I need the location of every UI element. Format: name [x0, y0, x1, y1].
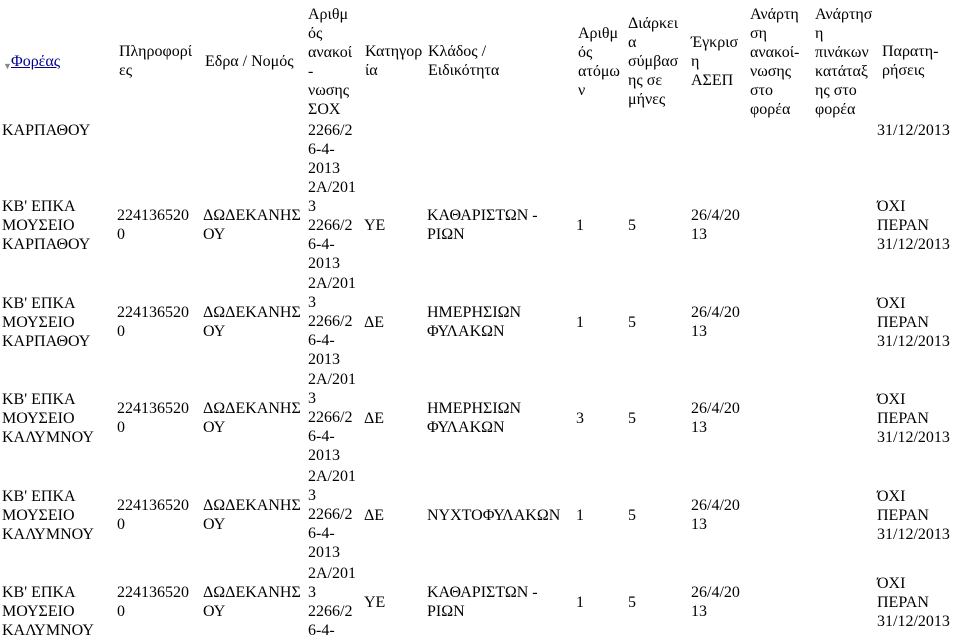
- row-diarkeia: 5: [628, 410, 636, 427]
- row-anakoinosi: 2Α/201 3 2266/2 6-4- 2013: [308, 371, 356, 464]
- row-katigoria: ΔΕ: [364, 314, 385, 331]
- header-klados: Κλάδος / Ειδικότητα: [428, 43, 500, 79]
- top-row-paratiriseis: 31/12/2013: [877, 122, 950, 139]
- row-plirofories: 224136520 0: [117, 584, 189, 620]
- row-paratiriseis: ΌΧΙ ΠΕΡΑΝ 31/12/2013: [877, 198, 950, 253]
- row-klados: ΗΜΕΡΗΣΙΩΝ ΦΥΛΑΚΩΝ: [427, 304, 522, 340]
- row-atoma: 1: [576, 217, 584, 234]
- row-anakoinosi: 2Α/201 3 2266/2 6-4- 2013: [308, 179, 356, 272]
- top-row-foreas: ΚΑΡΠΑΘΟΥ: [2, 122, 91, 139]
- row-plirofories: 224136520 0: [117, 400, 189, 436]
- row-egkrisi: 26/4/20 13: [691, 497, 740, 533]
- row-klados: ΚΑΘΑΡΙΣΤΩΝ - ΡΙΩΝ: [427, 584, 538, 620]
- row-edra: ΔΩΔΕΚΑΝΗΣ ΟΥ: [203, 207, 301, 243]
- row-atoma: 3: [576, 410, 584, 427]
- row-katigoria: ΔΕ: [364, 410, 385, 427]
- row-klados: ΚΑΘΑΡΙΣΤΩΝ - ΡΙΩΝ: [427, 207, 538, 243]
- row-paratiriseis: ΌΧΙ ΠΕΡΑΝ 31/12/2013: [877, 391, 950, 446]
- row-klados: ΗΜΕΡΗΣΙΩΝ ΦΥΛΑΚΩΝ: [427, 400, 522, 436]
- row-egkrisi: 26/4/20 13: [691, 207, 740, 243]
- header-edra: Εδρα / Νομός: [205, 53, 294, 70]
- row-foreas: ΚΒ' ΕΠΚΑ ΜΟΥΣΕΙΟ ΚΑΛΥΜΝΟΥ: [2, 391, 94, 446]
- row-foreas: ΚΒ' ΕΠΚΑ ΜΟΥΣΕΙΟ ΚΑΡΠΑΘΟΥ: [2, 295, 91, 350]
- row-atoma: 1: [576, 314, 584, 331]
- header-plirofories: Πληροφορί ες: [119, 43, 193, 79]
- header-diarkeia: Διάρκει α σύμβασ ης σε μήνες: [628, 15, 679, 108]
- row-paratiriseis: ΌΧΙ ΠΕΡΑΝ 31/12/2013: [877, 575, 950, 630]
- row-plirofories: 224136520 0: [117, 497, 189, 533]
- header-anartisi-pinakon: Ανάρτησ η πινάκων κατάταξ ης στο φορέα: [815, 6, 873, 118]
- row-katigoria: ΔΕ: [364, 507, 385, 524]
- row-katigoria: ΥΕ: [364, 217, 386, 234]
- header-anartisi-anakoinosis: Ανάρτη ση ανακοί- νωσης στο φορέα: [750, 6, 800, 118]
- row-diarkeia: 5: [628, 217, 636, 234]
- row-egkrisi: 26/4/20 13: [691, 584, 740, 620]
- header-egkrisi: Έγκρισ η ΑΣΕΠ: [691, 34, 739, 89]
- row-egkrisi: 26/4/20 13: [691, 400, 740, 436]
- row-foreas: ΚΒ' ΕΠΚΑ ΜΟΥΣΕΙΟ ΚΑΡΠΑΘΟΥ: [2, 198, 91, 253]
- row-katigoria: ΥΕ: [364, 594, 386, 611]
- top-row-anakoinosi: 2266/2 6-4- 2013: [308, 122, 353, 177]
- header-katigoria: Κατηγορ ία: [365, 43, 423, 79]
- header-arithmos-anakoinosis: Αριθμ ός ανακοί - νωσης ΣΟΧ: [308, 6, 353, 118]
- row-paratiriseis: ΌΧΙ ΠΕΡΑΝ 31/12/2013: [877, 295, 950, 350]
- sort-triangle-icon: ▼: [3, 61, 12, 71]
- row-paratiriseis: ΌΧΙ ΠΕΡΑΝ 31/12/2013: [877, 488, 950, 543]
- row-edra: ΔΩΔΕΚΑΝΗΣ ΟΥ: [203, 584, 301, 620]
- row-anakoinosi: 2Α/201 3 2266/2 6-4- 2013: [308, 468, 356, 561]
- row-plirofories: 224136520 0: [117, 207, 189, 243]
- header-foreas-sort-link[interactable]: Φορέας: [11, 53, 61, 70]
- row-edra: ΔΩΔΕΚΑΝΗΣ ΟΥ: [203, 497, 301, 533]
- row-foreas: ΚΒ' ΕΠΚΑ ΜΟΥΣΕΙΟ ΚΑΛΥΜΝΟΥ: [2, 584, 94, 639]
- row-plirofories: 224136520 0: [117, 304, 189, 340]
- row-edra: ΔΩΔΕΚΑΝΗΣ ΟΥ: [203, 400, 301, 436]
- row-atoma: 1: [576, 507, 584, 524]
- row-atoma: 1: [576, 594, 584, 611]
- row-edra: ΔΩΔΕΚΑΝΗΣ ΟΥ: [203, 304, 301, 340]
- row-egkrisi: 26/4/20 13: [691, 304, 740, 340]
- row-anakoinosi: 2Α/201 3 2266/2 6-4- 2013: [308, 275, 356, 368]
- row-anakoinosi: 2Α/201 3 2266/2 6-4-: [308, 565, 356, 639]
- row-klados: ΝΥΧΤΟΦΥΛΑΚΩΝ: [427, 507, 561, 524]
- row-diarkeia: 5: [628, 594, 636, 611]
- row-diarkeia: 5: [628, 507, 636, 524]
- row-foreas: ΚΒ' ΕΠΚΑ ΜΟΥΣΕΙΟ ΚΑΛΥΜΝΟΥ: [2, 488, 94, 543]
- row-diarkeia: 5: [628, 314, 636, 331]
- header-paratiriseis: Παρατη- ρήσεις: [882, 43, 939, 79]
- header-arithmos-atomon: Αριθμ ός ατόμω ν: [578, 25, 620, 99]
